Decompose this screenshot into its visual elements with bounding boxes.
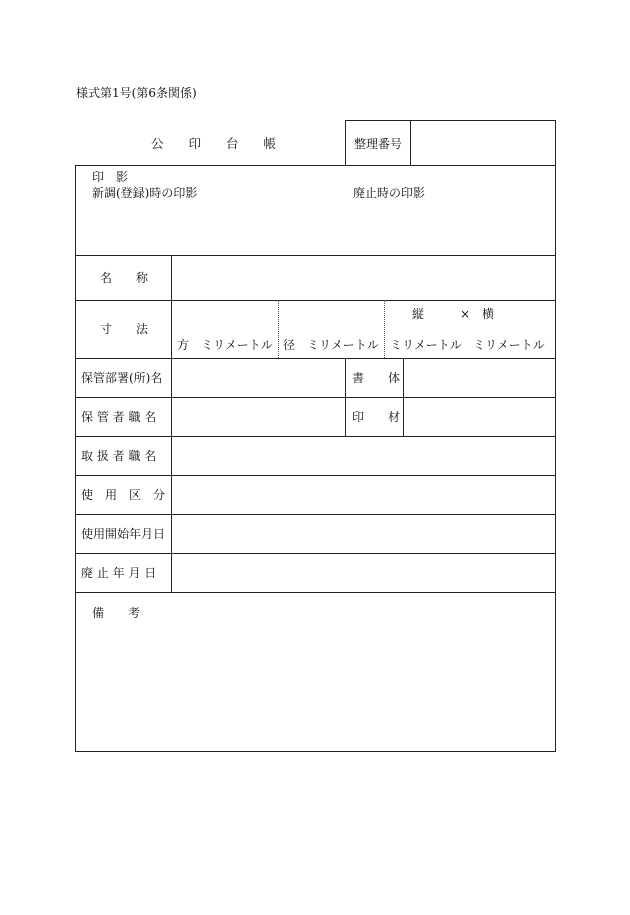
label-shiyo-kubun: 使 用 区 分	[81, 488, 166, 502]
haishi-field[interactable]	[173, 555, 554, 590]
label-inzai: 印 材	[352, 410, 401, 424]
row-line	[75, 255, 556, 256]
biko-field[interactable]	[77, 626, 554, 750]
hokan-busho-field[interactable]	[173, 360, 343, 395]
page-title: 公 印 台 帳	[151, 136, 277, 151]
label-column-divider	[171, 255, 172, 592]
side-column-divider-2	[403, 358, 404, 436]
sunpo-divider-2	[384, 300, 385, 358]
sunpo-divider-1	[278, 300, 279, 358]
seiri-number-label: 整理番号	[354, 137, 403, 151]
label-hokansha: 保 管 者 職 名	[81, 410, 157, 424]
label-shotai: 書 体	[352, 371, 401, 385]
label-toriatsukai: 取 扱 者 職 名	[81, 449, 157, 463]
side-column-divider-1	[345, 358, 346, 436]
label-biko: 備 考	[92, 606, 141, 620]
inei-stamp-area[interactable]	[77, 205, 554, 253]
row-line	[75, 358, 556, 359]
label-sunpo: 寸 法	[100, 322, 149, 336]
inei-abolish-label: 廃止時の印影	[353, 186, 426, 200]
toriatsukai-field[interactable]	[173, 438, 554, 473]
row-line	[75, 475, 556, 476]
sunpo-kei: 径 ミリメートル	[283, 338, 379, 352]
inzai-field[interactable]	[405, 399, 554, 434]
seiri-divider	[410, 120, 411, 166]
label-meisho: 名 称	[100, 271, 149, 285]
sunpo-tate-yoko: 縦 × 横	[412, 307, 495, 321]
meisho-field[interactable]	[173, 257, 554, 298]
sunpo-mm-yoko: ミリメートル	[473, 338, 545, 352]
shiyo-kubun-field[interactable]	[173, 477, 554, 512]
form-number-label: 様式第1号(第6条関係)	[76, 86, 197, 100]
kaishi-field[interactable]	[173, 516, 554, 551]
row-line	[75, 553, 556, 554]
hokansha-field[interactable]	[173, 399, 343, 434]
label-hokan-busho: 保管部署(所)名	[81, 371, 163, 385]
row-line	[75, 514, 556, 515]
shotai-field[interactable]	[405, 360, 554, 395]
seiri-number-field[interactable]	[412, 122, 554, 164]
sunpo-kata: 方 ミリメートル	[177, 338, 273, 352]
row-line	[75, 300, 556, 301]
sunpo-mm-tate: ミリメートル	[390, 338, 462, 352]
inei-new-label: 新調(登録)時の印影	[92, 186, 198, 200]
row-line	[75, 397, 556, 398]
inei-heading: 印 影	[92, 170, 129, 184]
label-haishi: 廃 止 年 月 日	[81, 566, 157, 580]
label-kaishi: 使用開始年月日	[81, 527, 166, 541]
row-line	[75, 436, 556, 437]
row-line	[75, 592, 556, 593]
